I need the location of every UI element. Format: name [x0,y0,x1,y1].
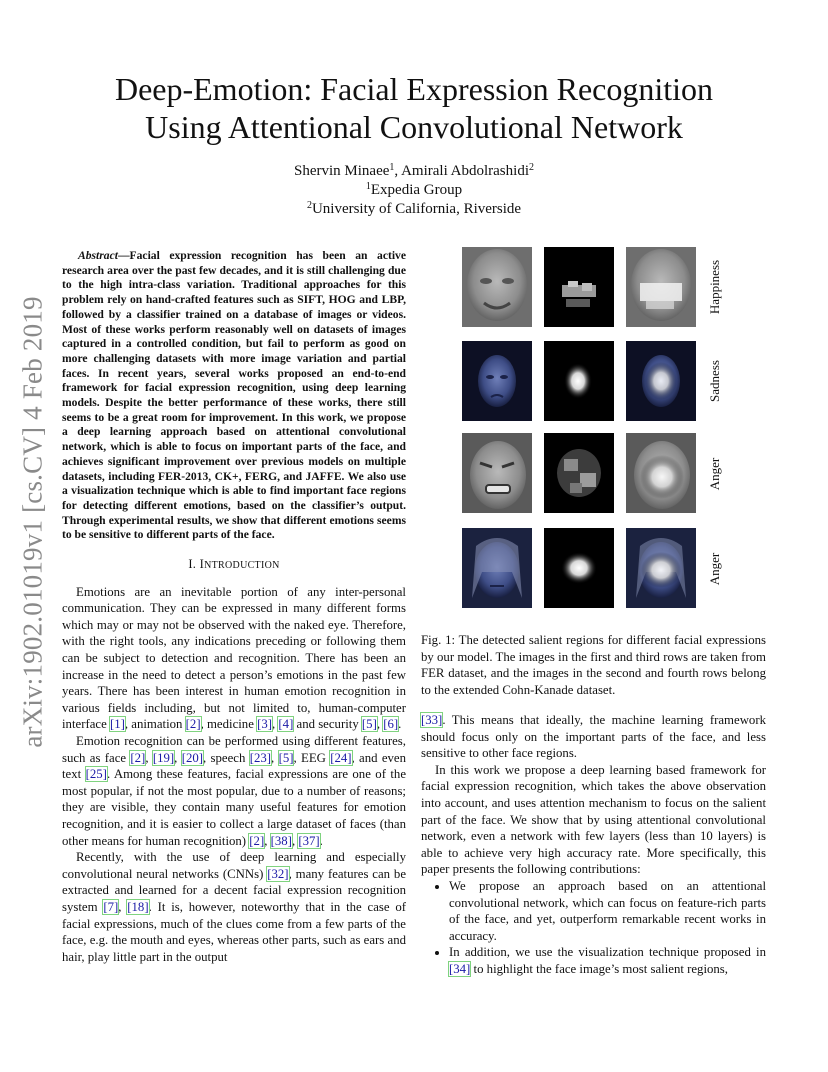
overlay-image-anger-1 [626,433,696,513]
text: , [174,750,182,765]
citation-link[interactable]: [5] [278,750,294,765]
text: , [272,717,279,732]
section-number: I. I [188,557,205,572]
saliency-map-happiness [544,247,614,327]
paper-title [0,70,828,146]
affiliation-2 [0,200,828,219]
citation-link[interactable]: [2] [185,717,201,732]
text: , medicine [200,717,258,732]
text: . [398,717,402,732]
contributions-list [421,878,766,978]
citation-link[interactable]: [34] [449,961,471,976]
author-block [0,162,828,219]
citation-link[interactable]: [2] [249,833,265,848]
citation-link[interactable]: [4] [278,717,294,732]
right-paragraph-2: In this work we propose a deep learning based framework for facial expression recognition, which takes the above observation into account, and uses attention mechanism to focus on the salient part of the face. We show that by using attentional convolutional network, even a network with few layers (less than 10 layers) is able to achieve very high accuracy rate. More specifically, this paper presents the following contributions: [421,762,766,877]
text: , [145,750,153,765]
text: , [118,899,128,914]
paper-title-line-1: Deep-Emotion: Facial Expression Recognition [114,71,714,107]
arxiv-identifier: arXiv:1902.01019v1 [cs.CV] 4 Feb 2019 [17,296,48,748]
author-2-affiliation-mark: 2 [528,162,534,173]
text: . This means that ideally, the machine learning framework should focus only on the important parts of the face, and less sensitive to other face regions. [421,713,766,761]
overlay-image-anger-2 [626,528,696,608]
text: Emotion recognition can be performed using different features, such as face [62,734,406,765]
row-label-anger-1: Anger [707,457,722,491]
text: Recently, with the use of deep learning and especially convolutional neural networks (CNNs) [62,850,406,881]
text: , [376,717,384,732]
affiliation-2-mark: 2 [306,200,312,211]
citation-link[interactable]: [19] [152,750,175,765]
citation-link[interactable]: [3] [257,717,272,732]
citation-link[interactable]: [37] [298,833,320,848]
citation-link[interactable]: [2] [130,750,146,765]
text: . [319,833,323,848]
contribution-item-2 [449,944,766,977]
text: , [291,833,299,848]
affiliation-1-mark: 1 [365,181,371,192]
abstract-label: Abstract [78,249,118,262]
citation-link[interactable]: [5] [361,717,377,732]
text: Emotions are an inevitable portion of any inter-personal communication. They can be expressed in many different forms which may or may not be observed with the naked eye. Therefore, with the right tools, any indications preceding or following them can be subject to detection and recognition. There has been an increase in the need to detect a person’s emotions in the past few years. There has been interest in human emotion recognition in various fields including, but not limited to, human-computer interface [62,584,406,732]
intro-paragraph-2 [62,733,406,849]
face-image-anger-1 [462,433,532,513]
right-paragraph-1 [421,712,766,762]
author-2-name: Amirali Abdolrashidi [401,163,529,179]
row-label-anger-2: Anger [707,552,722,586]
saliency-map-sadness [544,341,614,421]
abstract-text: —Facial expression recognition has been an active research area over the past few decades, and it is still challenging due to the high intra-class variation. Traditional approaches for this problem rely on hand-crafted features such as SIFT, HOG and LBP, followed by a classifier trained on a database of images or videos. Most of these works perform reasonably well on datasets of images captured in a controlled condition, but fail to perform as good on more challenging datasets with more image variation and partial faces. In recent years, several works proposed an end-to-end framework for facial expression recognition, using deep learning models. Despite the better performance of these works, there still seems to be a great room for improvement. In this work, we propose a deep learning approach based on attentional convolutional network, which is able to focus on important parts of the face, and achieves significant improvement over previous models on multiple datasets, including FER-2013, CK+, FERG, and JAFFE. We also use a visualization technique which is able to find important face regions for detecting different emotions, based on the classifier’s output. Through experimental results, we show that different emotions seems to be sensitive to different parts of the face. [62,249,406,542]
intro-paragraph-3 [62,849,406,965]
figure-1 [458,243,738,613]
citation-link[interactable]: [24] [330,750,352,765]
affiliation-1-name: Expedia Group [370,182,463,198]
text: In addition, we use the visualization technique proposed in [449,945,766,960]
overlay-image-happiness [626,247,696,327]
citation-link[interactable]: [33] [421,713,443,727]
text: , animation [124,717,186,732]
saliency-map-anger-1 [544,433,614,513]
text: to highlight the face image’s most salient regions, [470,961,728,976]
author-1-affiliation-mark: 1 [389,162,395,173]
citation-link[interactable]: [6] [383,717,399,732]
saliency-map-anger-2 [544,528,614,608]
text: , EEG [293,750,331,765]
text: , speech [203,750,250,765]
citation-link[interactable]: [20] [181,750,204,765]
citation-link[interactable]: [1] [109,717,125,732]
affiliation-2-name: University of California, Riverside [311,201,522,217]
citation-link[interactable]: [38] [270,833,292,848]
citation-link[interactable]: [7] [103,899,119,914]
text: , many features can be extracted and learned for a decent facial expression recognition system [62,866,407,914]
arxiv-sidebar [18,292,48,752]
face-image-sadness [462,341,532,421]
text: , [271,750,279,765]
author-separator: , [394,163,402,179]
citation-link[interactable]: [18] [127,899,149,914]
face-image-happiness [462,247,532,327]
row-label-happiness: Happiness [707,259,722,315]
left-column [62,249,406,965]
citation-link[interactable]: [32] [267,866,289,881]
section-heading-introduction [62,556,406,575]
figure-1-caption: Fig. 1: The detected salient regions for different facial expressions by our model. The images in the first and third rows are taken from FER dataset, and the images in the second and fourth rows belong to the extended Cohn-Kanade dataset. [421,633,766,697]
affiliation-1 [0,181,828,200]
text: . It is, however, noteworthy that in the case of facial expressions, much of the clues come from a few parts of the face, e.g. the mouth and eyes, whereas other parts, such as ears and hair, play little part in the output [62,899,406,964]
author-names [0,162,828,181]
text: . Among these features, facial expressions are one of the most popular, if not the most popular, due to a number of reasons; they are visible, they contain many useful features for emotion recognition, and it is easier to collect a large dataset of faces (than other means for human recognition) [62,767,407,848]
citation-link[interactable]: [23] [249,750,272,765]
text: and security [293,717,362,732]
contribution-item-1: • We propose an approach based on an attentional convolutional network, which can focus on feature-rich parts of the face, and yet, outperform remarkable recent works in accuracy. [449,878,766,944]
author-1-name: Shervin Minaee [294,163,390,179]
row-label-sadness: Sadness [707,360,722,402]
citation-link[interactable]: [25] [85,767,107,782]
abstract [62,249,406,543]
right-column [421,712,766,978]
paper-title-line-2: Using Attentional Convolutional Network [145,109,683,145]
text: , and even text [62,750,407,782]
text: , [264,833,271,848]
section-name: NTRODUCTION [204,560,280,572]
intro-paragraph-1 [62,584,406,733]
face-image-anger-2 [462,528,532,608]
overlay-image-sadness [626,341,696,421]
